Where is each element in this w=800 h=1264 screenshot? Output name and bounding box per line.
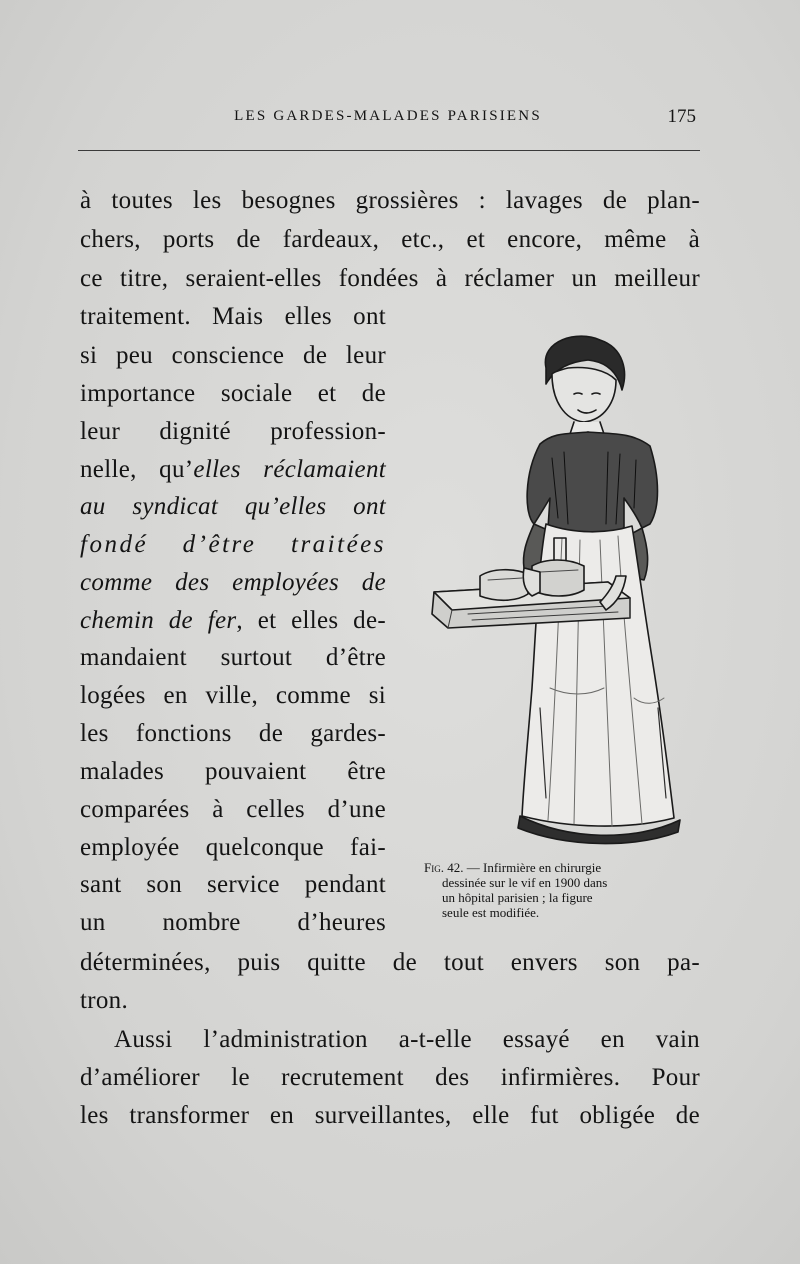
text-line (80, 606, 386, 636)
text-line: d’améliorer le recrutement des infirmières. Pour (80, 1064, 700, 1091)
text-line: ce titre, seraient-elles fondées à réclamer un meilleur (80, 265, 700, 292)
text-line: sant son service pendant (80, 871, 386, 898)
text-line: leur dignité profession- (80, 418, 386, 445)
figure-label: Fig. 42. (424, 860, 464, 875)
italic-quote: comme des employées de (80, 569, 386, 596)
text-line (80, 568, 386, 598)
text-line: à toutes les besognes grossières : lavages de plan- (80, 187, 700, 214)
text-line: les fonctions de gardes- (80, 720, 386, 747)
text-line: importance sociale et de (80, 380, 386, 407)
caption-line: seule est modifiée. (442, 905, 540, 920)
text-line (80, 492, 386, 522)
page-number: 175 (667, 106, 696, 127)
caption-line: dessinée sur le vif en 1900 dans (442, 875, 608, 890)
running-title: LES GARDES-MALADES PARISIENS (234, 108, 542, 124)
nurse-illustration (428, 328, 698, 848)
italic-quote: chemin de fer (80, 607, 237, 634)
text-line: mandaient surtout d’être (80, 644, 386, 671)
caption-line: un hôpital parisien ; la figure (442, 890, 593, 905)
text-line: malades pouvaient être (80, 758, 386, 785)
text-line: traitement. Mais elles ont (80, 303, 386, 330)
running-header (78, 106, 698, 130)
text-line (80, 455, 386, 485)
caption-text: — Infirmière en chirurgie (466, 860, 602, 875)
italic-quote: au syndicat qu’elles ont (80, 493, 386, 520)
text-span: , et elles de- (236, 607, 386, 634)
text-line: logées en ville, comme si (80, 682, 386, 709)
text-line: si peu conscience de leur (80, 342, 386, 369)
text-line: employée quelconque fai- (80, 834, 386, 861)
text-line: les transformer en surveillantes, elle fut obligée de (80, 1102, 700, 1129)
text-line (80, 530, 386, 560)
text-line: un nombre d’heures (80, 909, 386, 936)
text-span: nelle, qu’ (80, 456, 194, 483)
text-line: Aussi l’administration a-t-elle essayé en vain (114, 1026, 700, 1053)
italic-quote: elles réclamaient (193, 456, 386, 483)
figure-caption (424, 860, 708, 920)
text-line: tron. (80, 987, 129, 1014)
caption-line (424, 860, 708, 875)
text-line: chers, ports de fardeaux, etc., et encore, même à (80, 226, 700, 253)
italic-quote: fondé d’être traitées (80, 531, 386, 558)
text-line: comparées à celles d’une (80, 796, 386, 823)
text-line: déterminées, puis quitte de tout envers son pa- (80, 949, 700, 976)
header-rule (78, 150, 700, 151)
